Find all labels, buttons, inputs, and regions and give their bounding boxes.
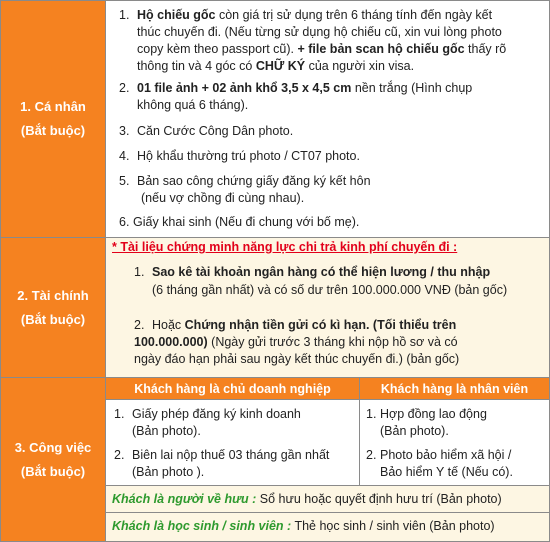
- personal-content-cell: [105, 0, 550, 238]
- item-line: [134, 334, 458, 350]
- item-line: [133, 214, 359, 230]
- item-text: nền trắng (Hình chụp: [351, 81, 473, 95]
- item-number: 1.: [134, 265, 145, 279]
- finance-content-cell: [105, 237, 550, 378]
- item-text: thấy rõ: [464, 42, 507, 56]
- owner-items-cell: [105, 399, 360, 486]
- item-text: thúc chuyến đi. (Nếu từng sử dụng hộ chiếu cũ, xin vui lòng photo: [137, 25, 502, 39]
- item-text: thông tin và 4 góc có: [137, 59, 256, 73]
- item-line: (Bản photo).: [132, 424, 201, 438]
- item-text: CHỮ KÝ: [255, 59, 306, 73]
- item-line: [137, 148, 360, 164]
- item-number: 3.: [119, 124, 130, 138]
- item-line: [137, 123, 293, 139]
- item-text: của người xin visa.: [305, 59, 415, 73]
- item-text: Giấy khai sinh (Nếu đi chung với bố mẹ).: [133, 215, 360, 229]
- item-line: [152, 282, 507, 298]
- item-number: 4.: [119, 149, 130, 163]
- item-text: Bản sao công chứng giấy đăng ký kết hôn: [137, 174, 371, 188]
- item-text: copy kèm theo passport cũ).: [137, 42, 298, 56]
- employee-items-cell: [359, 399, 550, 486]
- work-label-cell: [0, 377, 106, 542]
- item-number: 6.: [119, 215, 130, 229]
- student-cell: [105, 512, 550, 542]
- item-number: 2.: [366, 448, 377, 462]
- finance-required: (Bắt buộc): [20, 311, 86, 327]
- owner-header: Khách hàng là chủ doanh nghiệp: [105, 377, 360, 400]
- item-line: [152, 317, 456, 333]
- finance-title: 2. Tài chính: [17, 287, 89, 303]
- item-line: Photo bảo hiểm xã hội /: [380, 448, 512, 462]
- item-text: (Ngày gửi trước 3 tháng khi nộp hồ sơ và có: [207, 335, 458, 349]
- item-line: (Bản photo).: [380, 424, 449, 438]
- item-line: [137, 80, 472, 96]
- item-line: [137, 97, 248, 113]
- student-line: [112, 518, 495, 534]
- item-text: 01 file ảnh + 02 ảnh khổ 3,5 x 4,5 cm: [137, 81, 352, 95]
- personal-label-cell: [0, 0, 106, 238]
- finance-heading: * Tài liệu chứng minh năng lực chi trả kinh phí chuyến đi :: [112, 240, 458, 254]
- employee-header: Khách hàng là nhân viên: [359, 377, 550, 400]
- item-text: không quá 6 tháng).: [137, 98, 249, 112]
- retiree-cell: [105, 485, 550, 513]
- item-number: 2.: [119, 81, 130, 95]
- item-line: [152, 264, 490, 280]
- item-text: Hoặc: [152, 318, 185, 332]
- item-text: Hộ khẩu thường trú photo / CT07 photo.: [137, 149, 360, 163]
- personal-required: (Bắt buộc): [20, 123, 86, 138]
- item-line: [137, 173, 371, 189]
- item-number: 1.: [119, 8, 130, 22]
- item-text: + file bản scan hộ chiếu gốc: [297, 42, 465, 56]
- item-text: Căn Cước Công Dân photo.: [137, 124, 294, 138]
- item-line: [141, 190, 304, 206]
- item-number: 5.: [119, 174, 130, 188]
- work-title: 3. Công việc: [14, 439, 92, 455]
- item-number: 1.: [114, 407, 125, 421]
- item-number: 1.: [366, 407, 377, 421]
- personal-title: 1. Cá nhân: [20, 99, 86, 114]
- item-line: [137, 41, 506, 57]
- item-text: còn giá trị sử dụng trên 6 tháng tính đến ngày kết: [215, 8, 493, 22]
- student-label: Khách là học sinh / sinh viên :: [112, 519, 292, 533]
- retiree-line: [112, 491, 502, 507]
- retiree-label: Khách là người về hưu :: [112, 492, 257, 506]
- item-text: Chứng nhận tiền gửi có kì hạn. (Tối thiểu trên: [184, 318, 457, 332]
- item-line: [137, 7, 492, 23]
- item-line: Bảo hiểm Y tế (Nếu có).: [380, 465, 513, 479]
- student-text: Thẻ học sinh / sinh viên (Bản photo): [291, 519, 495, 533]
- item-text: (nếu vợ chồng đi cùng nhau).: [141, 191, 305, 205]
- item-line: Giấy phép đăng ký kinh doanh: [132, 407, 301, 421]
- item-text: Hộ chiếu gốc: [137, 8, 216, 22]
- item-line: [134, 351, 459, 367]
- item-text: Sao kê tài khoản ngân hàng có thể hiện lương / thu nhập: [152, 265, 491, 279]
- finance-label-cell: [0, 237, 106, 378]
- item-text: ngày đáo hạn phải sau ngày kết thúc chuyến đi.) (bản gốc): [134, 352, 460, 366]
- work-required: (Bắt buộc): [20, 463, 86, 479]
- item-line: Hợp đồng lao động: [380, 407, 487, 421]
- item-text: (6 tháng gần nhất) và có số dư trên 100.000.000 VNĐ (bản gốc): [152, 283, 508, 297]
- item-line: (Bản photo ).: [132, 465, 205, 479]
- item-text: 100.000.000): [134, 335, 208, 349]
- item-line: [137, 58, 414, 74]
- item-number: 2.: [134, 318, 145, 332]
- item-line: [137, 24, 502, 40]
- item-line: Biên lai nộp thuế 03 tháng gần nhất: [132, 448, 330, 462]
- item-number: 2.: [114, 448, 125, 462]
- retiree-text: Sổ hưu hoặc quyết định hưu trí (Bản photo): [256, 492, 502, 506]
